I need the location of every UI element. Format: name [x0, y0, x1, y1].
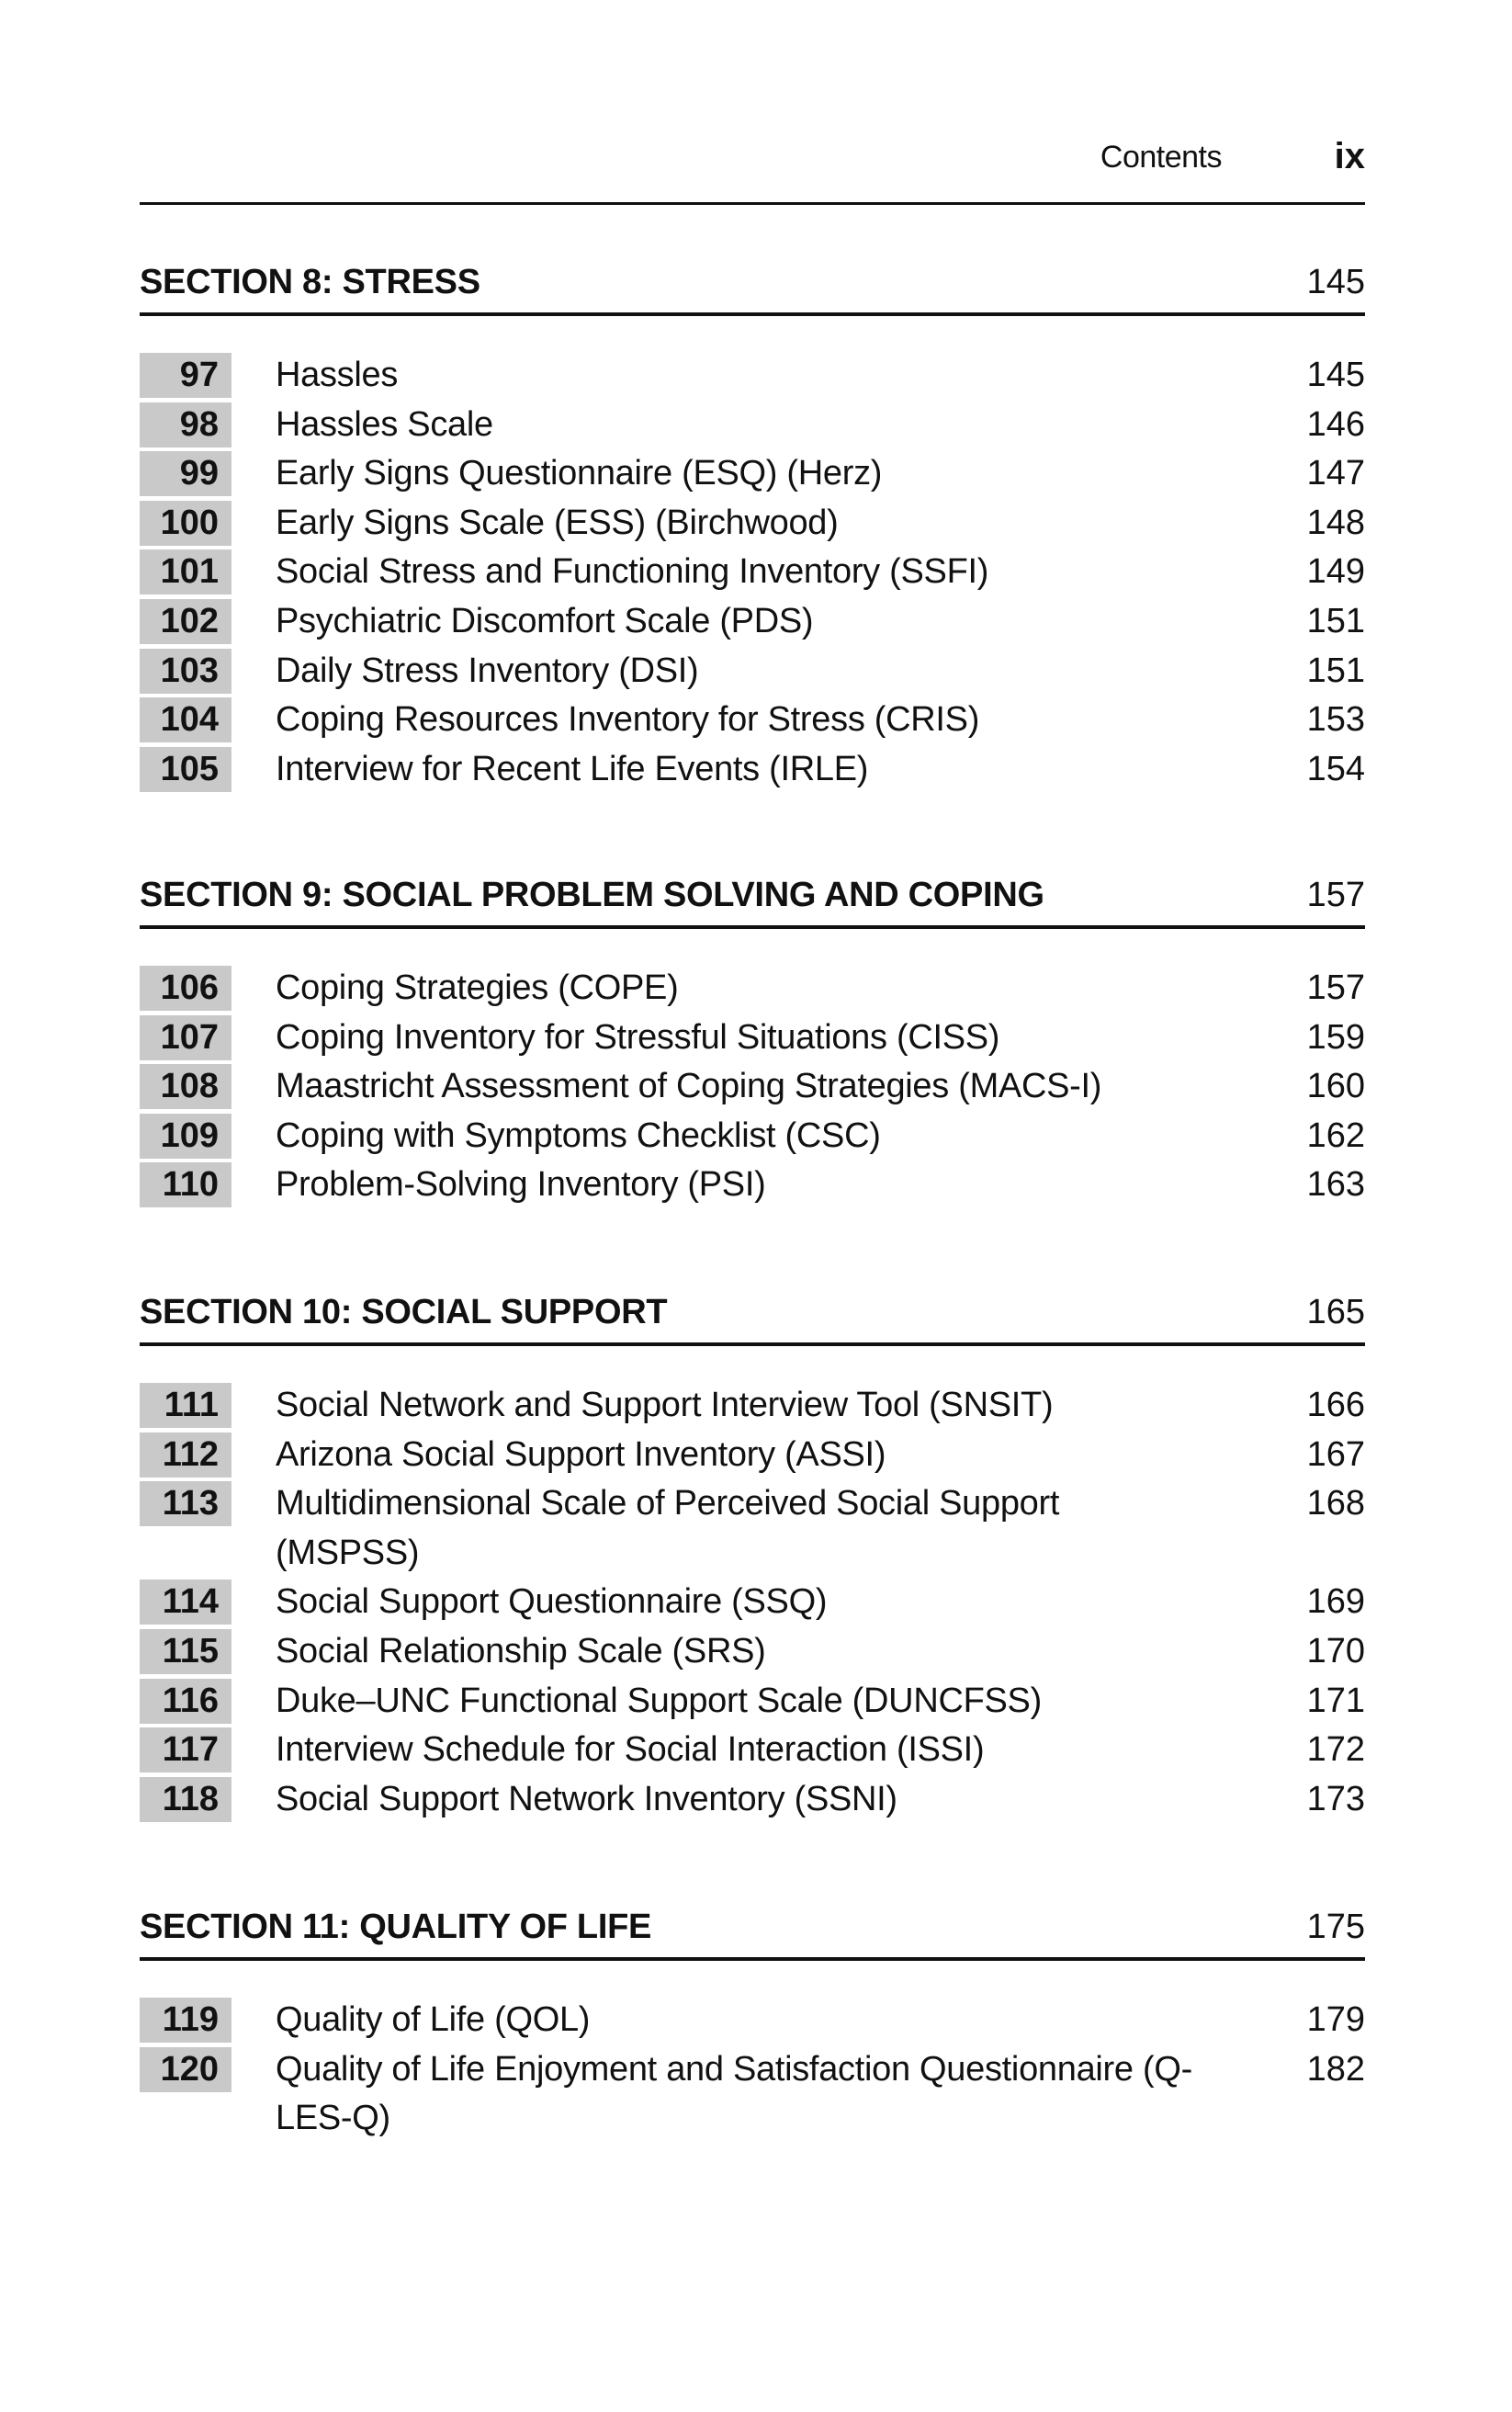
toc-entry[interactable]: [140, 647, 1365, 696]
entry-title: Problem-Solving Inventory (PSI): [276, 1165, 766, 1205]
toc-entry[interactable]: [140, 597, 1365, 647]
entry-number-badge: 119: [140, 1998, 231, 2043]
page-folio: ix: [1334, 136, 1365, 176]
toc-entry[interactable]: [140, 2045, 1365, 2144]
entry-number-badge: 97: [140, 353, 231, 398]
entry-number-badge: 101: [140, 549, 231, 595]
entry-number-badge: 116: [140, 1679, 231, 1724]
entry-number-badge: 118: [140, 1777, 231, 1822]
entry-number-badge: 108: [140, 1064, 231, 1109]
section-title[interactable]: SECTION 8: STRESS: [140, 263, 480, 301]
entry-page-number: 151: [1306, 651, 1365, 690]
entry-list: [140, 1996, 1365, 2144]
entry-number-badge: 106: [140, 966, 231, 1011]
toc-entry[interactable]: [140, 401, 1365, 450]
entry-title: Arizona Social Support Inventory (ASSI): [276, 1434, 886, 1474]
toc-entry[interactable]: [140, 1112, 1365, 1161]
entry-title: Daily Stress Inventory (DSI): [276, 651, 699, 690]
entry-page-number: 172: [1306, 1730, 1365, 1770]
section-9: [140, 866, 1365, 1210]
toc-entry[interactable]: [140, 499, 1365, 549]
section-11: [140, 1898, 1365, 2144]
entry-title: Duke–UNC Functional Support Scale (DUNCFSS): [276, 1681, 1042, 1720]
entry-title: Coping Inventory for Stressful Situations (CISS): [276, 1017, 1000, 1057]
entry-page-number: 147: [1306, 454, 1365, 493]
entry-title: Multidimensional Scale of Perceived Social Support (MSPSS): [276, 1484, 1060, 1572]
top-rule: [140, 202, 1365, 205]
entry-page-number: 170: [1306, 1631, 1365, 1670]
toc-entry[interactable]: [140, 1627, 1365, 1677]
entry-page-number: 151: [1306, 601, 1365, 640]
entry-page-number: 171: [1306, 1681, 1365, 1720]
entry-number-badge: 100: [140, 501, 231, 546]
entry-title: Social Support Questionnaire (SSQ): [276, 1582, 828, 1622]
entry-number-badge: 102: [140, 599, 231, 644]
entry-page-number: 154: [1306, 749, 1365, 788]
entry-number-badge: 107: [140, 1015, 231, 1060]
entry-page-number: 148: [1306, 503, 1365, 542]
entry-title: Early Signs Questionnaire (ESQ) (Herz): [276, 454, 883, 493]
contents-page: [140, 0, 1365, 2412]
section-page-number: 145: [1306, 263, 1365, 301]
toc-entry[interactable]: [140, 1479, 1365, 1578]
entry-title: Social Relationship Scale (SRS): [276, 1631, 766, 1670]
toc-entry[interactable]: [140, 548, 1365, 597]
entry-page-number: 179: [1306, 2000, 1365, 2039]
entry-title: Coping with Symptoms Checklist (CSC): [276, 1115, 881, 1155]
toc-entry[interactable]: [140, 1726, 1365, 1775]
toc-entry[interactable]: [140, 1775, 1365, 1825]
entry-title: Social Stress and Functioning Inventory (SSFI): [276, 552, 989, 592]
entry-title: Coping Strategies (COPE): [276, 968, 679, 1007]
entry-number-badge: 113: [140, 1481, 231, 1526]
entry-title: Interview for Recent Life Events (IRLE): [276, 749, 869, 788]
entry-number-badge: 120: [140, 2047, 231, 2092]
entry-number-badge: 114: [140, 1580, 231, 1625]
section-page-number: 165: [1306, 1293, 1365, 1331]
entry-title: Hassles: [276, 356, 399, 394]
section-title[interactable]: SECTION 11: QUALITY OF LIFE: [140, 1908, 652, 1946]
entry-page-number: 149: [1306, 552, 1365, 592]
toc-entry[interactable]: [140, 1161, 1365, 1210]
entry-page-number: 167: [1306, 1434, 1365, 1474]
entry-page-number: 162: [1306, 1115, 1365, 1155]
toc-entry[interactable]: [140, 1062, 1365, 1112]
entry-number-badge: 109: [140, 1114, 231, 1159]
entry-title: Social Support Network Inventory (SSNI): [276, 1779, 897, 1818]
section-title[interactable]: SECTION 10: SOCIAL SUPPORT: [140, 1293, 668, 1331]
toc-entry[interactable]: [140, 1996, 1365, 2045]
toc-entry[interactable]: [140, 1381, 1365, 1431]
entry-number-badge: 105: [140, 747, 231, 792]
toc-entry[interactable]: [140, 1431, 1365, 1480]
entry-page-number: 145: [1306, 356, 1365, 394]
section-header: [140, 1898, 1365, 1961]
entry-title: Early Signs Scale (ESS) (Birchwood): [276, 503, 839, 542]
entry-page-number: 173: [1306, 1779, 1365, 1818]
entry-number-badge: 104: [140, 697, 231, 742]
toc-entry[interactable]: [140, 696, 1365, 745]
toc-entry[interactable]: [140, 964, 1365, 1013]
entry-title: Maastricht Assessment of Coping Strategies (MACS-I): [276, 1067, 1102, 1106]
entry-page-number: 146: [1306, 404, 1365, 444]
toc-entry[interactable]: [140, 1013, 1365, 1063]
entry-title: Hassles Scale: [276, 404, 493, 444]
toc-entry[interactable]: [140, 745, 1365, 795]
entry-page-number: 163: [1306, 1165, 1365, 1205]
entry-list: [140, 351, 1365, 794]
entry-number-badge: 98: [140, 402, 231, 447]
toc-entry[interactable]: [140, 449, 1365, 499]
toc-entry[interactable]: [140, 1578, 1365, 1627]
entry-number-badge: 112: [140, 1432, 231, 1478]
entry-list: [140, 964, 1365, 1210]
section-header: [140, 866, 1365, 929]
entry-page-number: 153: [1306, 700, 1365, 740]
entry-title: Interview Schedule for Social Interaction (ISSI): [276, 1730, 985, 1770]
section-title[interactable]: SECTION 9: SOCIAL PROBLEM SOLVING AND COPING: [140, 876, 1044, 914]
section-page-number: 175: [1306, 1908, 1365, 1946]
section-page-number: 157: [1306, 876, 1365, 914]
entry-page-number: 159: [1306, 1017, 1365, 1057]
section-header: [140, 1284, 1365, 1346]
entry-number-badge: 110: [140, 1162, 231, 1207]
section-header: [140, 254, 1365, 316]
entry-number-badge: 103: [140, 649, 231, 694]
entry-number-badge: 111: [140, 1383, 231, 1428]
entry-page-number: 157: [1306, 968, 1365, 1007]
entry-number-badge: 115: [140, 1629, 231, 1674]
running-head: [140, 136, 1365, 180]
entry-number-badge: 99: [140, 451, 231, 496]
entry-page-number: 169: [1306, 1582, 1365, 1622]
toc-entry[interactable]: [140, 1677, 1365, 1727]
entry-title: Quality of Life (QOL): [276, 2000, 591, 2039]
section-8: [140, 254, 1365, 794]
entry-title: Psychiatric Discomfort Scale (PDS): [276, 601, 814, 640]
entry-page-number: 160: [1306, 1067, 1365, 1106]
entry-list: [140, 1381, 1365, 1824]
running-head-label: Contents: [1100, 140, 1222, 175]
entry-title: Quality of Life Enjoyment and Satisfaction Questionnaire (Q-LES-Q): [276, 2049, 1192, 2138]
entry-number-badge: 117: [140, 1727, 231, 1772]
section-10: [140, 1284, 1365, 1824]
entry-title: Social Network and Support Interview Tool (SNSIT): [276, 1386, 1054, 1424]
toc-entry[interactable]: [140, 351, 1365, 401]
entry-page-number: 168: [1306, 1484, 1365, 1523]
entry-page-number: 182: [1306, 2049, 1365, 2089]
entry-page-number: 166: [1306, 1386, 1365, 1424]
entry-title: Coping Resources Inventory for Stress (CRIS): [276, 700, 980, 740]
